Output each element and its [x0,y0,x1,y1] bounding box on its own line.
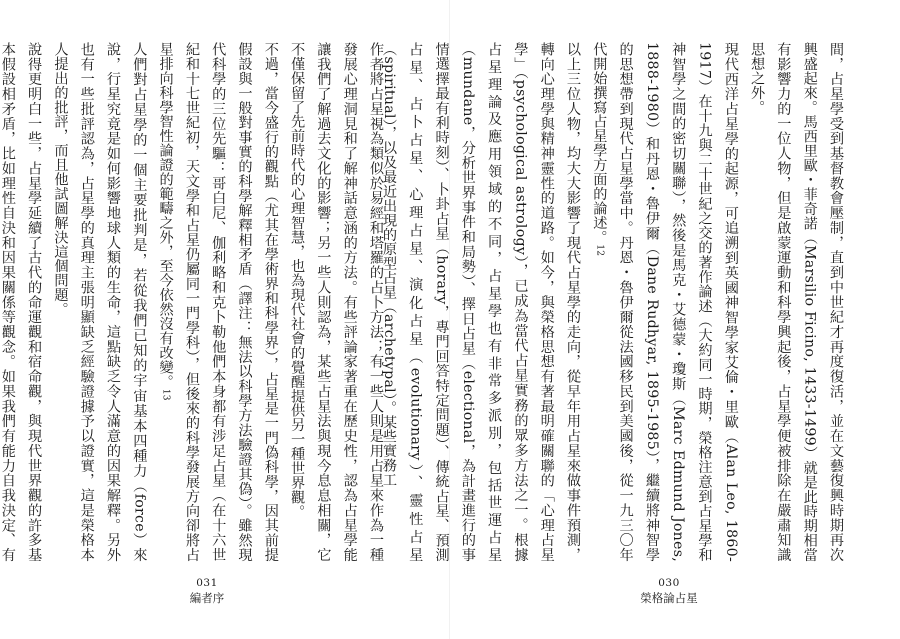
right-page-body [380,42,849,562]
left-page-footer [0,576,432,606]
page-number: 031 [196,577,218,589]
left-page-body [0,42,389,562]
running-title: 編者序 [189,591,225,605]
paragraph: 以上三位人物，均大大影響了現代占星學的走向，從早年用占星來做事件預測，轉向心理學與精神靈性的道路。如今，與榮格思想有著最明確關聯的「心理占星學」（psychological astrology），已成為當代占星實務的眾多方法之一。根據占星理論及應用領域的不同，占星學也有非常多派別，包括世運占星（mundane，分析世界事件和局勢）、擇日占星（electional，為計畫進行的事情選擇最有利時刻）、卜卦占星（horary，專門回答特定問題）、傳統占星、預測占星、占卜占星、心理占星、演化占星（evolutionary）、靈性占星（spiritual），以及最近出現的原型占星（archetypal）。某些實務工 [380,42,582,562]
paragraph: 說得更明白一些，占星學延續了古代的命運觀和宿命觀，與現代世界觀的許多基本假設相矛盾，比如理性自決和因果關係等觀念。如果我們有能力自我決定、有 [0,42,43,562]
footnote-ref[interactable]: 12 [594,244,605,257]
right-page [380,0,900,639]
right-page-footer [444,576,894,606]
paragraph: 人們對占星學的一個主要批判是，若從我們已知的宇宙基本四種力（force）來說，行星究竟是如何影響地球人類的生命，這點缺乏令人滿意的因果解釋。另外也有一些批評認為，占星學的真理主張明顯缺乏經驗證據予以證實，這是榮格本人提出的批評，而且他試圖解決這個問題。 [52,42,148,562]
paragraph: 不過，當今盛行的觀點（尤其在學術界和科學界），占星是一門偽科學，因其前提假設與一般對事實的科學解釋相矛盾（譯注：無法以科學方法驗證其偽）。雖然現代科學的三位先驅：哥白尼、伽利略和克卜勒他們本身都有涉足占星（在十六世紀和十七世紀初，天文學和占星仍屬同一門學科），但後來的科學發展方向卻將占星排向科學智性論證的範疇之外，至今依然沒有改變。13 [157,42,279,562]
running-title: 榮格論占星 [640,591,698,605]
paragraph: 現代西洋占星學的起源，可追溯到英國神智學家艾倫・里歐（Alan Leo, 1860-1917）在十九與二十世紀之交的著作論述（大約同一時期，榮格注意到占星學和神智學之間的密切關聯），然後是馬克・艾德蒙・瓊斯（Marc Edmund Jones, 1888-1980）和丹恩・魯伊爾（Dane Rudhyar, 1895-1985），繼續將神智學的思想帶到現代占星學當中。丹恩・魯伊爾從法國移民到美國後，從一九三〇年代開始撰寫占星學方面的論述。12 [591,42,739,562]
paragraph: 間，占星學受到基督教會壓制，直到中世紀才再度復活，並在文藝復興時期再次興盛起來。馬西里歐・菲奇諾（Marsilio Ficino, 1433-1499）就是此時期相當有影響力的一位人物，但是啟蒙運動和科學興起後，占星學便被排除在嚴肅知識思想之外。 [749,42,844,562]
page-number: 030 [658,577,680,589]
footnote-ref[interactable]: 13 [160,388,171,401]
paragraph: 作者將占星視為類似於易經和塔羅的占卜方法；有一些人則是用占星來作為一種發展心理洞見和了解神話意涵的方法。有些評論家著重在歷史性，認為占星學能讓我們了解過去文化的影響；另一些人則認為，某些占星法與現今息息相關，它不僅保留了先前時代的心理智慧，也為現代社會的覺醒提供另一種世界觀。 [289,42,384,562]
